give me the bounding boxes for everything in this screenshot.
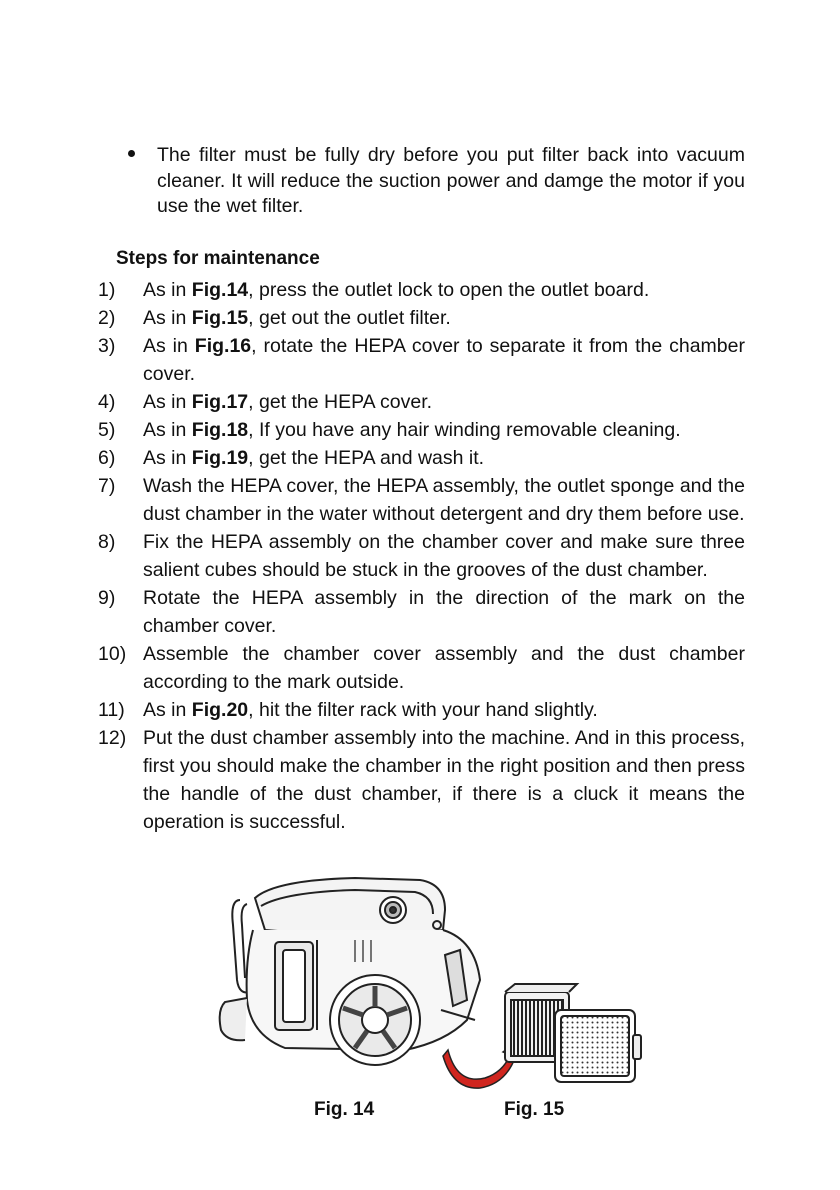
list-item bbox=[98, 528, 745, 584]
bullet-dot-icon bbox=[128, 150, 135, 157]
step-pre: As in bbox=[143, 391, 192, 413]
step-number: 2) bbox=[98, 307, 116, 329]
step-text: Wash the HEPA cover, the HEPA assembly, the outlet sponge and the dust chamber in the water without detergent and dry them before use. bbox=[143, 475, 745, 525]
step-text: , get the HEPA and wash it. bbox=[248, 447, 485, 469]
list-item bbox=[98, 388, 745, 416]
step-fig-ref: Fig.17 bbox=[191, 391, 249, 413]
step-number: 12) bbox=[98, 727, 127, 749]
step-text: , If you have any hair winding removable cleaning. bbox=[248, 419, 681, 441]
step-text: , hit the filter rack with your hand slightly. bbox=[248, 699, 598, 721]
step-text: Fix the HEPA assembly on the chamber cover and make sure three salient cubes should be stuck in the grooves of the dust chamber. bbox=[143, 531, 745, 581]
step-fig-ref: Fig.15 bbox=[191, 307, 249, 329]
vacuum-filter-illustration bbox=[205, 870, 655, 1100]
step-text: Rotate the HEPA assembly in the direction of the mark on the chamber cover. bbox=[143, 587, 745, 637]
list-item bbox=[98, 472, 745, 528]
step-text: Put the dust chamber assembly into the machine. And in this process, first you should make the chamber in the right position and then press the handle of the dust chamber, if there is a cluck it means the operation is successful. bbox=[143, 727, 745, 833]
warning-text: The filter must be fully dry before you put filter back into vacuum cleaner. It will reduce the suction power and damge the motor if you use the wet filter. bbox=[157, 144, 745, 217]
step-pre: As in bbox=[143, 447, 192, 469]
figure-illustrations bbox=[205, 870, 655, 1100]
step-text: Assemble the chamber cover assembly and the dust chamber according to the mark outside. bbox=[143, 643, 745, 693]
list-item bbox=[98, 584, 745, 640]
step-fig-ref: Fig.14 bbox=[191, 279, 249, 301]
step-pre: As in bbox=[143, 279, 192, 301]
step-pre: As in bbox=[143, 307, 192, 329]
vacuum-cleaner-drawing bbox=[220, 878, 480, 1065]
step-fig-ref: Fig.20 bbox=[191, 699, 249, 721]
step-number: 10) bbox=[98, 643, 127, 665]
step-fig-ref: Fig.18 bbox=[191, 419, 249, 441]
steps-list bbox=[98, 276, 745, 836]
step-text: , rotate the HEPA cover to separate it from the chamber cover. bbox=[143, 335, 745, 385]
warning-bullet bbox=[128, 143, 745, 220]
list-item bbox=[98, 416, 745, 444]
step-fig-ref: Fig.16 bbox=[194, 335, 252, 357]
step-number: 8) bbox=[98, 531, 116, 553]
list-item bbox=[98, 276, 745, 304]
list-item bbox=[98, 640, 745, 696]
step-number: 7) bbox=[98, 475, 116, 497]
step-number: 3) bbox=[98, 335, 116, 357]
step-fig-ref: Fig.19 bbox=[191, 447, 249, 469]
step-number: 6) bbox=[98, 447, 116, 469]
fig-15-caption: Fig. 15 bbox=[504, 1099, 565, 1120]
step-number: 1) bbox=[98, 279, 116, 301]
step-text: , get out the outlet filter. bbox=[248, 307, 451, 329]
list-item bbox=[98, 332, 745, 388]
list-item bbox=[98, 444, 745, 472]
list-item bbox=[98, 724, 745, 836]
list-item bbox=[98, 696, 745, 724]
step-number: 11) bbox=[98, 699, 125, 721]
steps-heading: Steps for maintenance bbox=[116, 248, 320, 269]
outlet-filter-drawing bbox=[505, 984, 641, 1082]
fig-14-caption: Fig. 14 bbox=[314, 1099, 375, 1120]
step-pre: As in bbox=[143, 419, 192, 441]
step-pre: As in bbox=[143, 699, 192, 721]
step-text: , get the HEPA cover. bbox=[248, 391, 433, 413]
step-pre: As in bbox=[143, 335, 195, 357]
step-text: , press the outlet lock to open the outlet board. bbox=[248, 279, 650, 301]
list-item bbox=[98, 304, 745, 332]
step-number: 5) bbox=[98, 419, 116, 441]
step-number: 4) bbox=[98, 391, 116, 413]
step-number: 9) bbox=[98, 587, 116, 609]
